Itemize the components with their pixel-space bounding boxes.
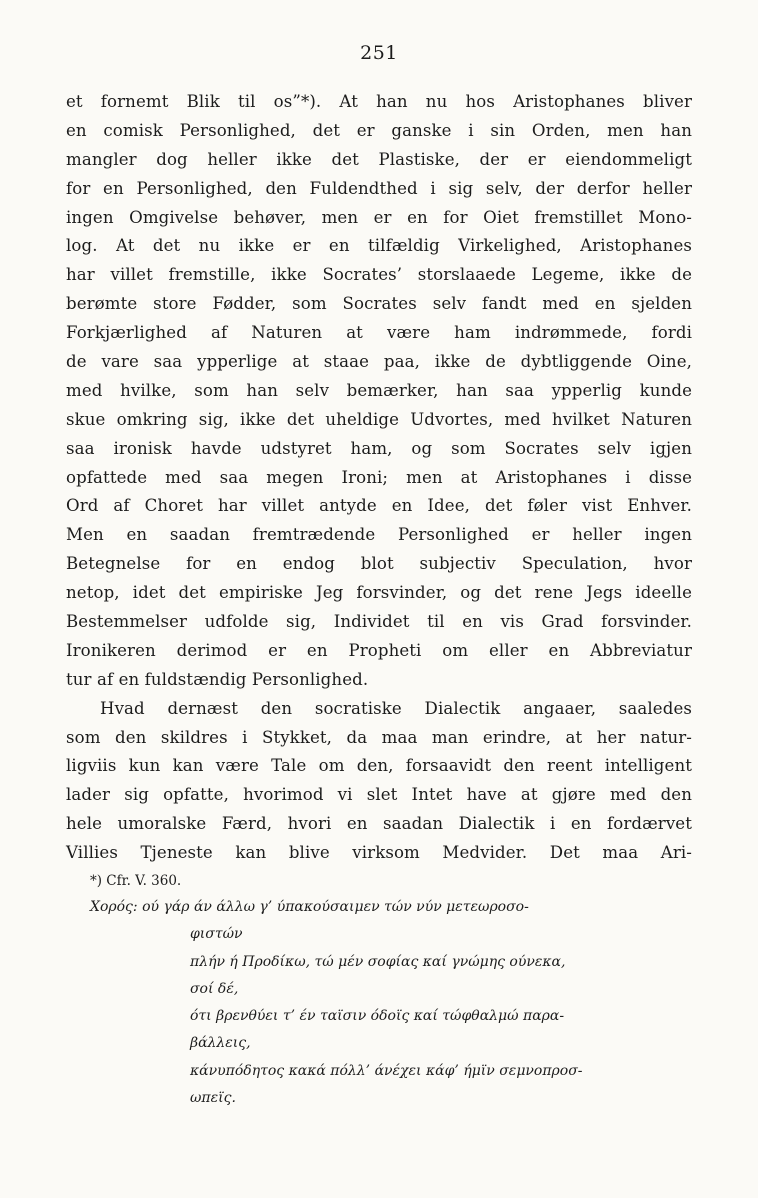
text-line: de vare saa ypperlige at staae paa, ikke de dybtliggende Oine, xyxy=(66,352,692,372)
text-line: Ironikeren derimod er en Propheti om eller en Abbreviatur xyxy=(66,640,692,660)
text-line: log. At det nu ikke er en tilfældig Virkelighed, Aristophanes xyxy=(66,236,692,256)
text-line: ingen Omgivelse behøver, men er en for Oiet fremstillet Mono- xyxy=(66,207,692,227)
text-line: skue omkring sig, ikke det uheldige Udvortes, med hvilket Naturen xyxy=(66,409,692,429)
text-line: mangler dog heller ikke det Plastiske, der er eiendommeligt xyxy=(66,149,692,169)
text-line: Villies Tjeneste kan blive virksom Medvider. Det maa Ari- xyxy=(66,843,692,863)
text-line: Betegnelse for en endog blot subjectiv Speculation, hvor xyxy=(66,554,692,574)
text-line: med hvilke, som han selv bemærker, han saa ypperlig kunde xyxy=(66,380,692,400)
text-line: berømte store Fødder, som Socrates selv fandt med en sjelden xyxy=(66,294,692,314)
text-line: en comisk Personlighed, det er ganske i sin Orden, men han xyxy=(66,120,692,140)
footnote-line: πλήν ή Προδίκω, τώ μέν σοφίας καί γνώμης ούνεκα, xyxy=(190,953,566,970)
text-line: har villet fremstille, ikke Socrates’ storslaaede Legeme, ikke de xyxy=(66,265,692,285)
text-line: et fornemt Blik til os”*). At han nu hos Aristophanes bliver xyxy=(66,92,692,111)
text-line: tur af en fuldstændig Personlighed. xyxy=(66,669,369,689)
text-line: lader sig opfatte, hvorimod vi slet Intet have at gjøre med den xyxy=(66,785,692,805)
text-line: netop, idet det empiriske Jeg forsvinder, og det rene Jegs ideelle xyxy=(66,583,692,603)
text-line: Bestemmelser udfolde sig, Individet til en vis Grad forsvinder. xyxy=(66,612,692,632)
footnote-line: βάλλεις, xyxy=(190,1035,251,1052)
text-line: Forkjærlighed af Naturen at være ham indrømmede, fordi xyxy=(66,323,692,343)
text-line: for en Personlighed, den Fuldendthed i sig selv, der derfor heller xyxy=(66,178,692,198)
text-line: hele umoralske Færd, hvori en saadan Dialectik i en fordærvet xyxy=(66,814,692,834)
text-line: Hvad dernæst den socratiske Dialectik angaaer, saaledes xyxy=(100,698,692,718)
text-line: Men en saadan fremtrædende Personlighed er heller ingen xyxy=(66,525,692,545)
text-line: som den skildres i Stykket, da maa man erindre, at her natur- xyxy=(66,727,692,747)
text-line: opfattede med saa megen Ironi; men at Aristophanes i disse xyxy=(66,467,692,487)
text-line: ligviis kun kan være Tale om den, forsaavidt den reent intelligent xyxy=(66,756,692,776)
footnote-line: ότι βρενθύει τ’ έν ταϊσιν όδοϊς καί τώφθαλμώ παρα- xyxy=(190,1008,565,1025)
footnote-line: Χορός: ού γάρ άν άλλω γ’ ύπακούσαιμεν τών νύν μετεωροσο- xyxy=(90,899,529,915)
text-line: Ord af Choret har villet antyde en Idee, det føler vist Enhver. xyxy=(66,496,692,516)
body-text xyxy=(66,88,692,868)
page-number: 251 xyxy=(360,42,398,64)
footnote-line: ωπεϊς. xyxy=(190,1090,236,1107)
footnote xyxy=(90,868,690,1112)
text-line: saa ironisk havde udstyret ham, og som Socrates selv igjen xyxy=(66,438,692,458)
footnote-line: φιστών xyxy=(190,926,243,943)
footnote-line: σοί δέ, xyxy=(190,980,239,997)
footnote-reference: *) Cfr. V. 360. xyxy=(90,873,182,889)
footnote-line: κάνυπόδητος κακά πόλλ’ άνέχει κάφ’ ήμϊν σεμνοπροσ- xyxy=(190,1062,583,1079)
